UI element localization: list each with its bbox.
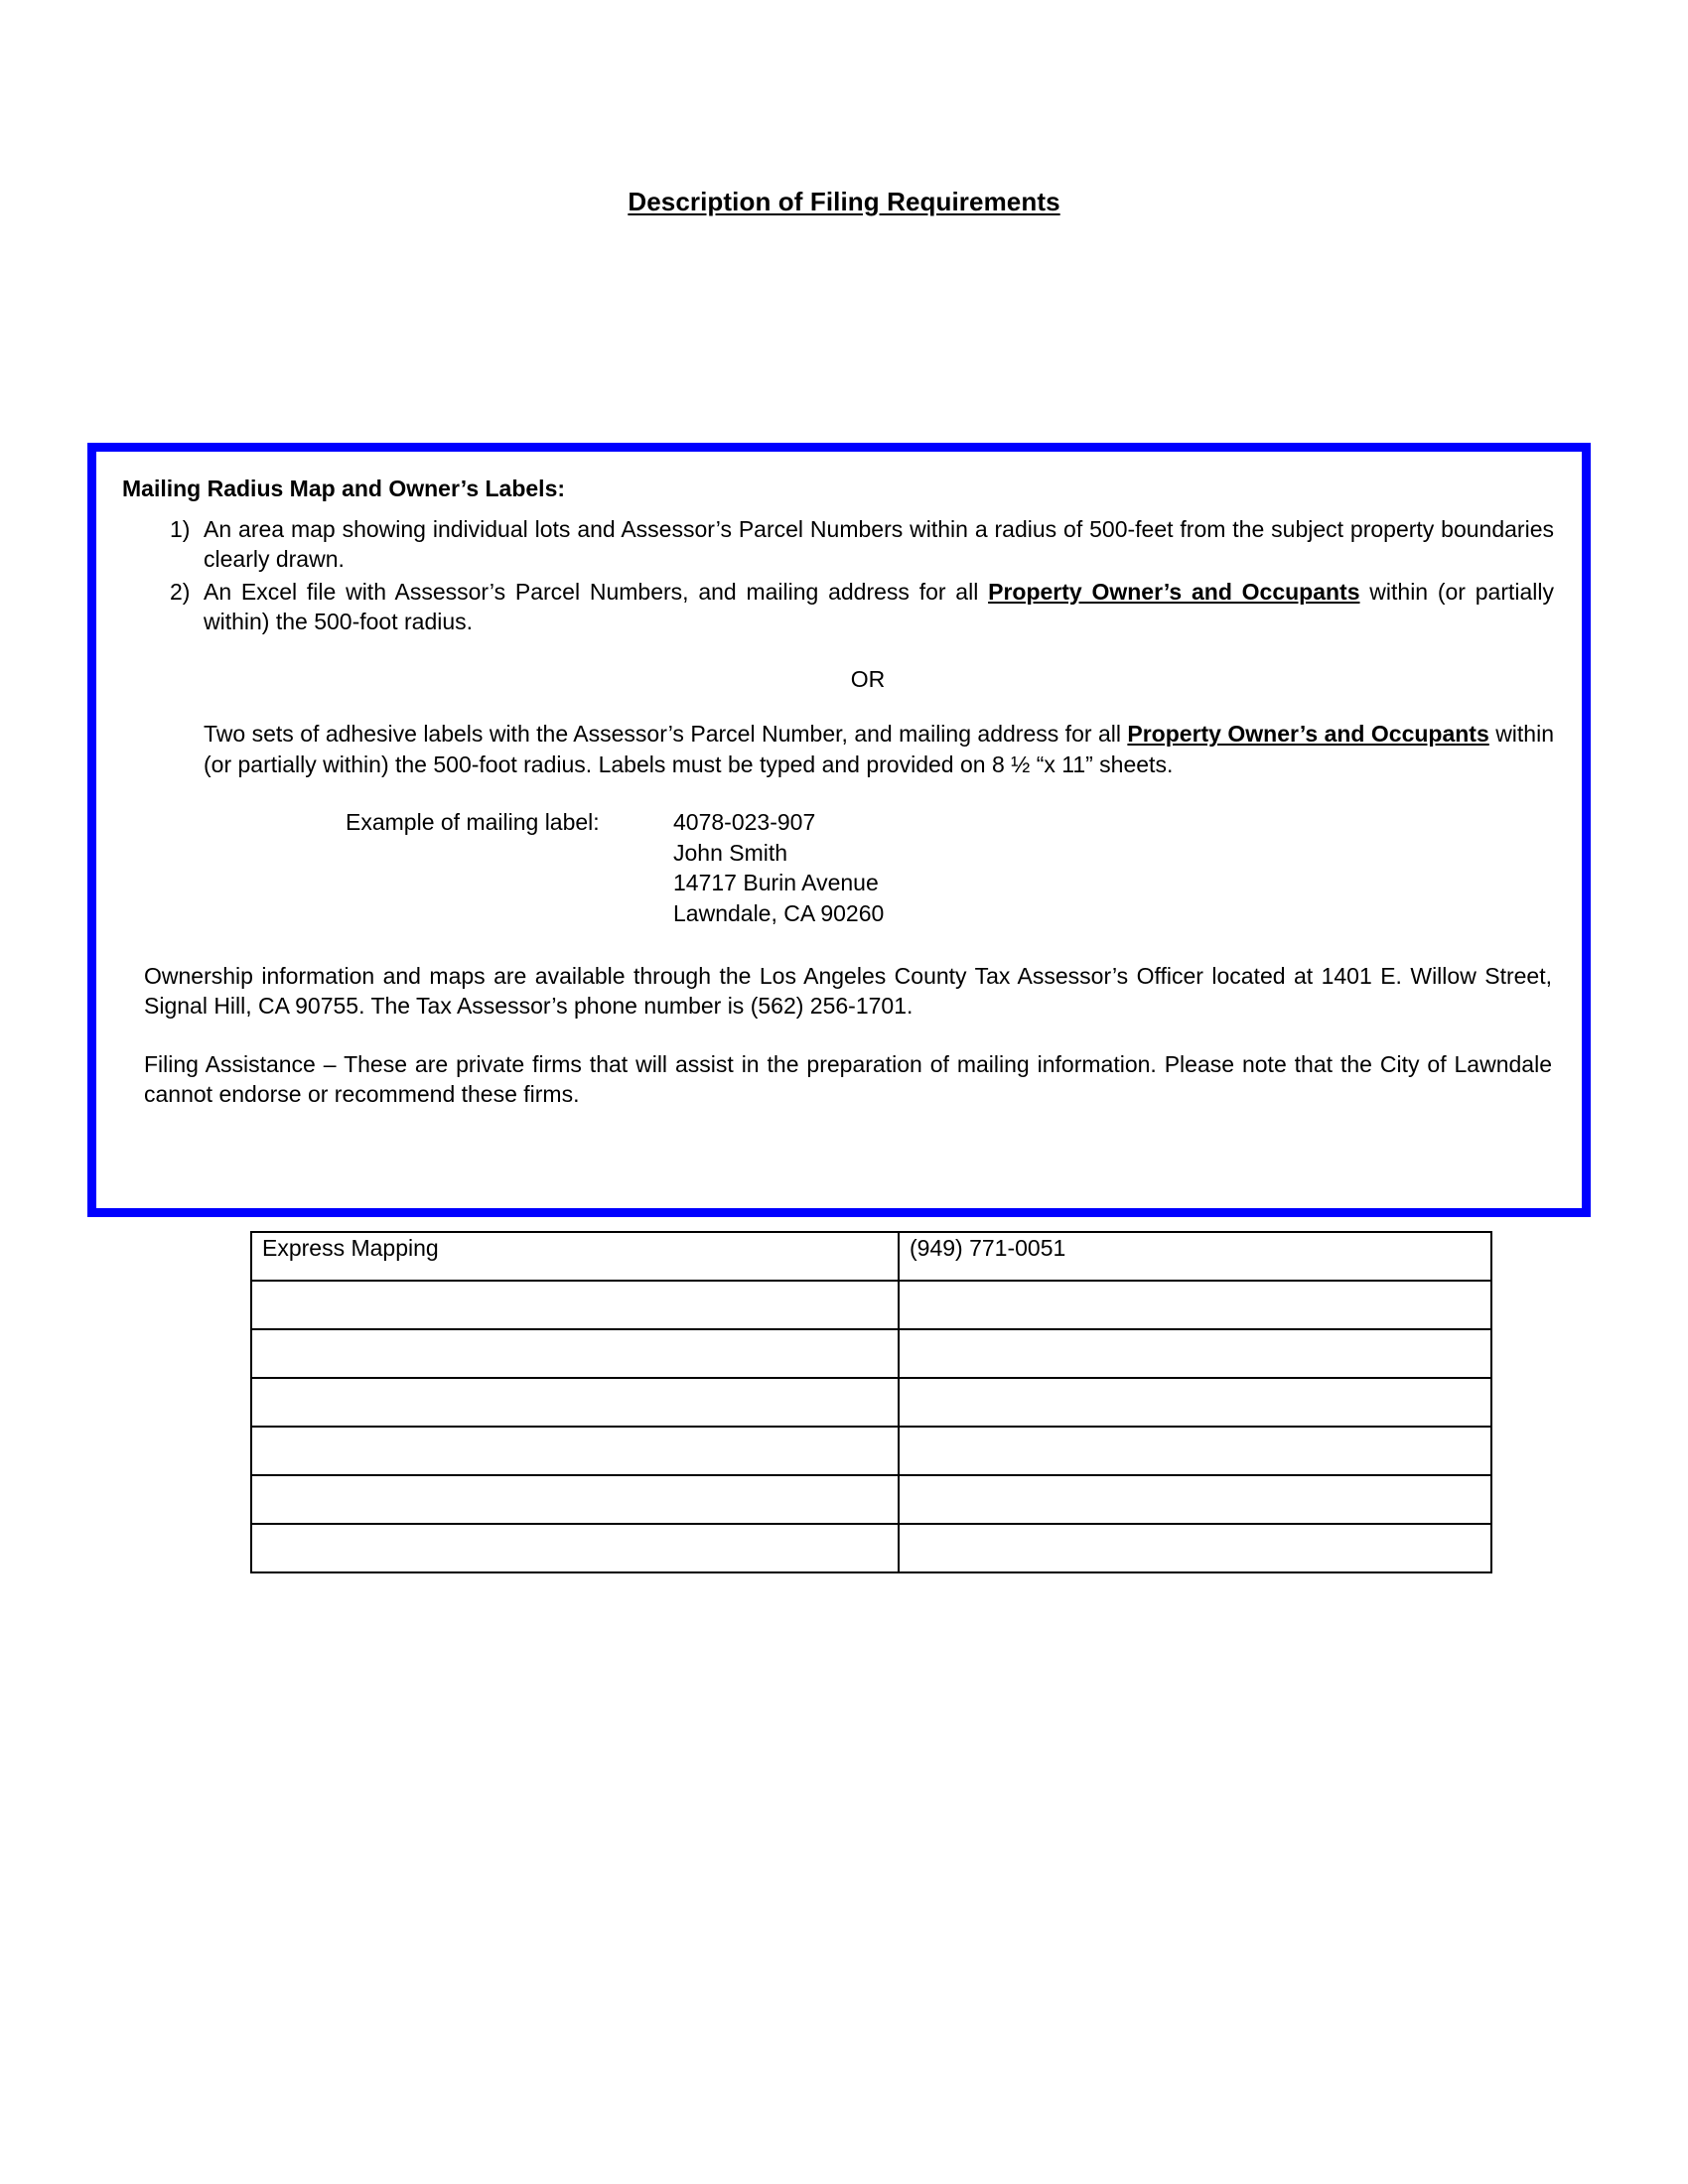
requirement-text-2-before: An Excel file with Assessor’s Parcel Numbers, and mailing address for all (204, 578, 989, 605)
firm-phone-cell[interactable] (899, 1475, 1491, 1524)
firm-name-cell[interactable] (251, 1281, 899, 1329)
table-row (251, 1524, 1491, 1572)
callout-content (96, 452, 1582, 1208)
or-separator: OR (850, 666, 886, 693)
ownership-information-note: Ownership information and maps are available through the Los Angeles County Tax Assessor’s Officer located at 1401 E. Willow Street, Signal Hill, CA 90755. The Tax Assessor’s phone number is (562) 256-1701. (144, 962, 1552, 1020)
table-row (251, 1281, 1491, 1329)
firm-name-cell[interactable] (251, 1427, 899, 1475)
requirement-text-2-emphasis: Property Owner’s and Occupants (988, 578, 1360, 605)
alternative-text-after: within (or partially within) the 500-foot radius. Labels must be typed and provided on 8 ½ “x 11” sheets. (204, 721, 1554, 777)
example-address-block (673, 807, 884, 928)
requirement-number-2: 2) (170, 578, 191, 605)
page-title-text: Description of Filing Requirements (628, 187, 1060, 216)
table-row (251, 1378, 1491, 1427)
firm-phone-cell[interactable] (899, 1378, 1491, 1427)
filing-assistance-firms-table (250, 1231, 1492, 1573)
firm-name-cell[interactable]: Express Mapping (251, 1232, 899, 1281)
firm-name-cell[interactable] (251, 1378, 899, 1427)
callout-heading: Mailing Radius Map and Owner’s Labels: (122, 476, 566, 501)
table-row (251, 1475, 1491, 1524)
example-mailing-label (122, 807, 1554, 928)
firm-phone-cell[interactable] (899, 1329, 1491, 1378)
example-caption: Example of mailing label: (346, 809, 600, 836)
firm-name-cell[interactable] (251, 1524, 899, 1572)
alternative-text-emphasis: Property Owner’s and Occupants (1127, 721, 1489, 748)
example-address-line-2: John Smith (673, 839, 788, 866)
requirement-text-1: An area map showing individual lots and Assessor’s Parcel Numbers within a radius of 500-feet from the subject property boundaries clearly drawn. (204, 516, 1554, 573)
requirement-item-1 (122, 514, 1554, 575)
table-row (251, 1232, 1491, 1281)
page-title (0, 187, 1688, 217)
table-row (251, 1427, 1491, 1475)
filing-requirements-callout (87, 443, 1591, 1217)
firm-phone-cell[interactable] (899, 1524, 1491, 1572)
filing-assistance-note: Filing Assistance – These are private firms that will assist in the preparation of mailing information. Please note that the City of Lawndale cannot endorse or recommend these firms. (144, 1050, 1552, 1108)
requirement-number-1: 1) (170, 516, 191, 543)
example-address-line-3: 14717 Burin Avenue (673, 870, 879, 896)
table-row (251, 1329, 1491, 1378)
requirement-text-2-after: within (or partially within) the 500-foot radius. (204, 578, 1554, 635)
firm-phone-cell[interactable] (899, 1281, 1491, 1329)
requirement-item-2 (122, 577, 1554, 637)
requirements-list (122, 514, 1554, 636)
firm-name-cell[interactable] (251, 1329, 899, 1378)
firm-phone-cell[interactable] (899, 1427, 1491, 1475)
example-address-line-4: Lawndale, CA 90260 (673, 899, 885, 926)
firms-table-body (251, 1232, 1491, 1572)
firm-name-cell[interactable] (251, 1475, 899, 1524)
example-address-line-1: 4078-023-907 (673, 809, 816, 836)
alternative-text-before: Two sets of adhesive labels with the Assessor’s Parcel Number, and mailing address for all (204, 721, 1128, 748)
alternative-paragraph (122, 719, 1554, 779)
firm-phone-cell[interactable]: (949) 771-0051 (899, 1232, 1491, 1281)
